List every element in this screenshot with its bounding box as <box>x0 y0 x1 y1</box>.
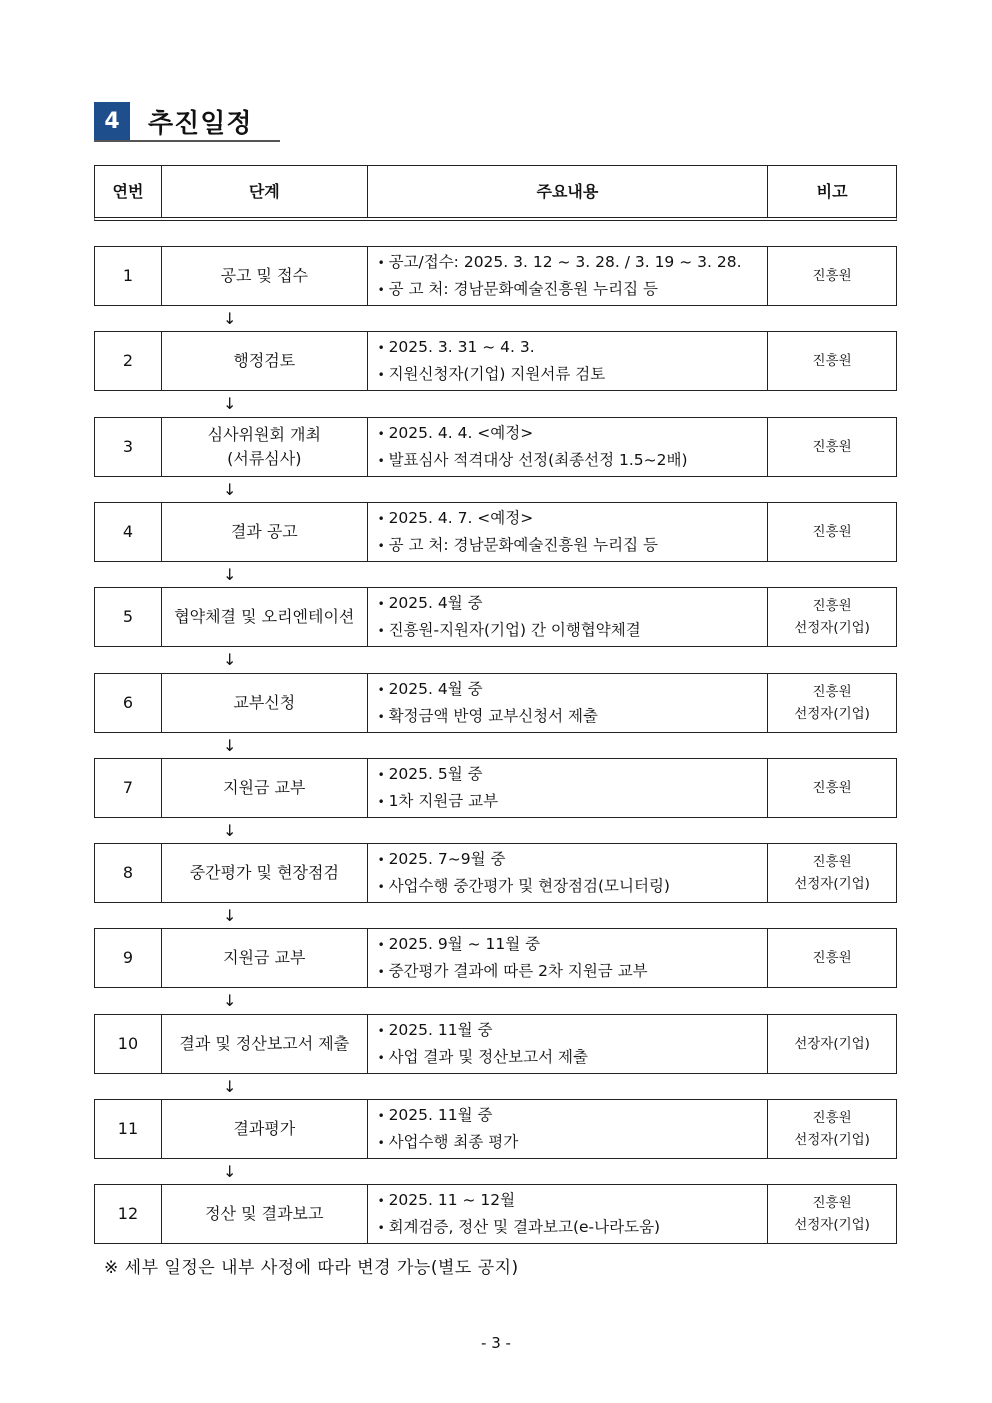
section-title: 추진일정 <box>148 108 253 139</box>
row-stage: 공고 및 접수 <box>162 247 368 305</box>
note-line: 선정자(기업) <box>794 620 870 636</box>
row-content <box>368 844 769 902</box>
row-stage: 교부신청 <box>162 674 368 732</box>
table-row <box>94 246 897 306</box>
row-stage: 결과 공고 <box>162 503 368 561</box>
note-line: 진흥원 <box>812 439 852 455</box>
content-bullet: • 2025. 4. 4. <예정> <box>378 420 688 447</box>
row-content <box>368 759 769 817</box>
table-row <box>94 1184 897 1244</box>
table-row <box>94 843 897 903</box>
down-arrow-icon: ↓ <box>223 821 237 840</box>
content-bullet: • 회계검증, 정산 및 결과보고(e-나라도움) <box>378 1214 660 1241</box>
row-content <box>368 1015 769 1073</box>
section-heading <box>94 101 252 141</box>
note-line: 진흥원 <box>812 684 852 700</box>
content-bullet: • 2025. 4월 중 <box>378 590 641 617</box>
row-number: 10 <box>95 1015 162 1073</box>
row-content <box>368 503 769 561</box>
note-line: 진흥원 <box>812 598 852 614</box>
row-note <box>768 418 896 476</box>
down-arrow-icon: ↓ <box>223 1162 237 1181</box>
note-line: 선정자(기업) <box>794 1217 870 1233</box>
row-note <box>768 929 896 987</box>
note-line: 진흥원 <box>812 780 852 796</box>
row-note <box>768 759 896 817</box>
row-number: 3 <box>95 418 162 476</box>
content-bullet: • 2025. 5월 중 <box>378 761 498 788</box>
row-content <box>368 247 769 305</box>
down-arrow-icon: ↓ <box>223 991 237 1010</box>
content-bullet: • 공 고 처: 경남문화예술진흥원 누리집 등 <box>378 276 742 303</box>
row-content <box>368 674 769 732</box>
content-bullet: • 중간평가 결과에 따른 2차 지원금 교부 <box>378 958 648 985</box>
section-number-badge: 4 <box>94 102 130 140</box>
note-line: 진흥원 <box>812 950 852 966</box>
table-row <box>94 587 897 647</box>
note-line: 선정자(기업) <box>794 1132 870 1148</box>
note-line: 선정자(기업) <box>794 706 870 722</box>
header-no: 연번 <box>95 166 162 217</box>
content-bullet: • 2025. 11월 중 <box>378 1017 588 1044</box>
row-number: 6 <box>95 674 162 732</box>
down-arrow-icon: ↓ <box>223 650 237 669</box>
content-bullet: • 2025. 3. 31 ~ 4. 3. <box>378 334 606 361</box>
section-underline <box>94 140 280 142</box>
row-stage: 행정검토 <box>162 332 368 390</box>
down-arrow-icon: ↓ <box>223 309 237 328</box>
row-stage: 협약체결 및 오리엔테이션 <box>162 588 368 646</box>
table-row <box>94 1099 897 1159</box>
note-line: 진흥원 <box>812 353 852 369</box>
header-note: 비고 <box>816 181 848 201</box>
row-content <box>368 1185 769 1243</box>
row-number: 2 <box>95 332 162 390</box>
down-arrow-icon: ↓ <box>223 906 237 925</box>
row-number: 9 <box>95 929 162 987</box>
table-row <box>94 331 897 391</box>
content-bullet: • 지원신청자(기업) 지원서류 검토 <box>378 361 606 388</box>
row-stage: 심사위원회 개최 (서류심사) <box>162 418 368 476</box>
row-note <box>768 1100 896 1158</box>
table-header <box>94 165 897 221</box>
table-row <box>94 673 897 733</box>
content-bullet: • 사업수행 중간평가 및 현장점검(모니터링) <box>378 873 670 900</box>
content-bullet: • 2025. 11월 중 <box>378 1102 519 1129</box>
content-bullet: • 사업 결과 및 정산보고서 제출 <box>378 1044 588 1071</box>
row-number: 7 <box>95 759 162 817</box>
content-bullet: • 2025. 9월 ~ 11월 중 <box>378 931 648 958</box>
page-number: - 3 - <box>481 1334 511 1352</box>
row-number: 5 <box>95 588 162 646</box>
table-row <box>94 417 897 477</box>
row-content <box>368 588 769 646</box>
down-arrow-icon: ↓ <box>223 565 237 584</box>
content-bullet: • 2025. 11 ~ 12월 <box>378 1187 660 1214</box>
row-note <box>768 1015 896 1073</box>
content-bullet: • 1차 지원금 교부 <box>378 788 498 815</box>
row-content <box>368 929 769 987</box>
content-bullet: • 진흥원-지원자(기업) 간 이행협약체결 <box>378 617 641 644</box>
table-row <box>94 1014 897 1074</box>
content-bullet: • 확정금액 반영 교부신청서 제출 <box>378 703 598 730</box>
footnote: ※ 세부 일정은 내부 사정에 따라 변경 가능(별도 공지) <box>104 1258 519 1278</box>
row-note <box>768 588 896 646</box>
row-stage: 정산 및 결과보고 <box>162 1185 368 1243</box>
header-stage: 단계 <box>162 166 368 217</box>
note-line: 선장자(기업) <box>794 1036 870 1052</box>
note-line: 진흥원 <box>812 1195 852 1211</box>
down-arrow-icon: ↓ <box>223 1077 237 1096</box>
row-note <box>768 844 896 902</box>
down-arrow-icon: ↓ <box>223 394 237 413</box>
content-bullet: • 2025. 4월 중 <box>378 676 598 703</box>
row-number: 11 <box>95 1100 162 1158</box>
down-arrow-icon: ↓ <box>223 480 237 499</box>
note-line: 선정자(기업) <box>794 876 870 892</box>
content-bullet: • 2025. 7~9월 중 <box>378 846 670 873</box>
row-note <box>768 1185 896 1243</box>
down-arrow-icon: ↓ <box>223 736 237 755</box>
row-note <box>768 503 896 561</box>
row-stage: 중간평가 및 현장점검 <box>162 844 368 902</box>
table-row <box>94 502 897 562</box>
row-content <box>368 332 769 390</box>
table-row <box>94 758 897 818</box>
row-stage: 결과평가 <box>162 1100 368 1158</box>
row-stage: 지원금 교부 <box>162 929 368 987</box>
content-bullet: • 발표심사 적격대상 선정(최종선정 1.5~2배) <box>378 447 688 474</box>
header-content: 주요내용 <box>368 166 769 217</box>
row-number: 4 <box>95 503 162 561</box>
content-bullet: • 공 고 처: 경남문화예술진흥원 누리집 등 <box>378 532 658 559</box>
row-stage: 지원금 교부 <box>162 759 368 817</box>
note-line: 진흥원 <box>812 268 852 284</box>
row-note <box>768 247 896 305</box>
row-number: 12 <box>95 1185 162 1243</box>
content-bullet: • 공고/접수: 2025. 3. 12 ~ 3. 28. / 3. 19 ~ 3. 28. <box>378 249 742 276</box>
row-note <box>768 674 896 732</box>
content-bullet: • 2025. 4. 7. <예정> <box>378 505 658 532</box>
row-content <box>368 418 769 476</box>
note-line: 진흥원 <box>812 524 852 540</box>
row-number: 8 <box>95 844 162 902</box>
row-note <box>768 332 896 390</box>
row-number: 1 <box>95 247 162 305</box>
note-line: 진흥원 <box>812 854 852 870</box>
table-row <box>94 928 897 988</box>
row-content <box>368 1100 769 1158</box>
note-line: 진흥원 <box>812 1110 852 1126</box>
row-stage: 결과 및 정산보고서 제출 <box>162 1015 368 1073</box>
content-bullet: • 사업수행 최종 평가 <box>378 1129 519 1156</box>
